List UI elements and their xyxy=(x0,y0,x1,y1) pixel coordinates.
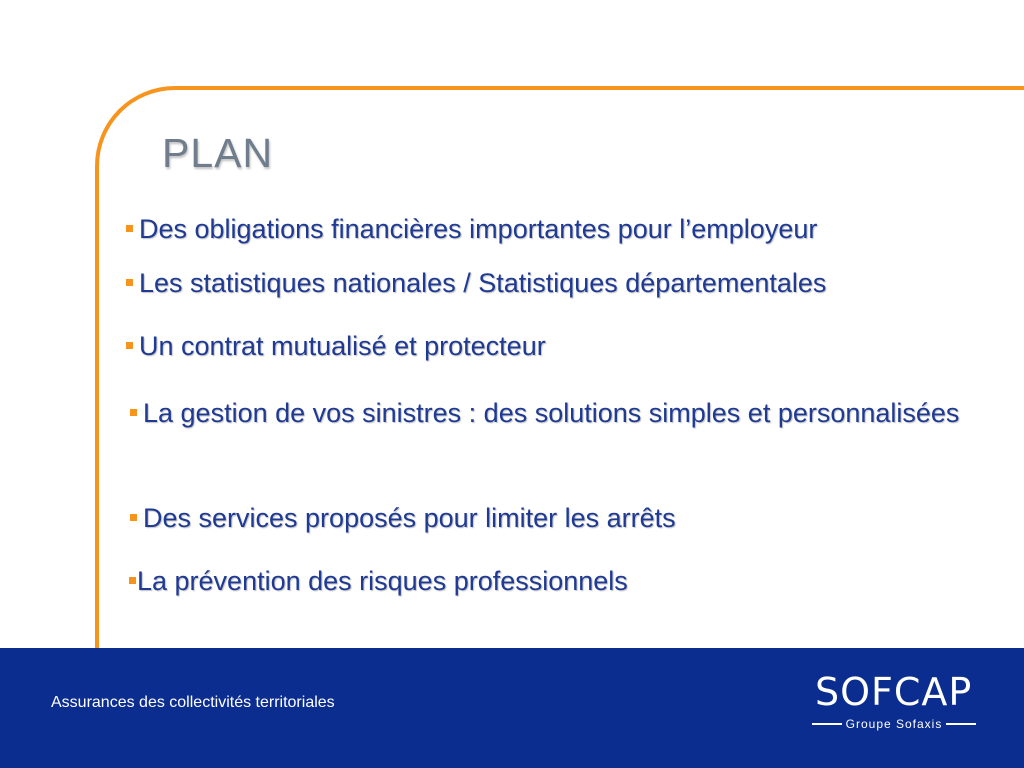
bullet-text: La prévention des risques professionnels xyxy=(137,566,628,596)
logo-subtitle xyxy=(812,717,976,731)
bullet-item xyxy=(130,396,970,431)
square-bullet-icon xyxy=(126,279,133,286)
bullet-item xyxy=(129,564,628,599)
footer-tagline: Assurances des collectivités territoriales xyxy=(51,694,335,711)
logo-divider-line xyxy=(946,723,976,725)
footer-bar xyxy=(0,648,1024,768)
bullet-item xyxy=(130,501,676,536)
bullet-text: Un contrat mutualisé et protecteur xyxy=(139,331,546,361)
square-bullet-icon xyxy=(126,342,133,349)
bullet-text: La gestion de vos sinistres : des solutions simples et personnalisées xyxy=(143,398,960,428)
bullet-item xyxy=(126,266,826,301)
square-bullet-icon xyxy=(126,225,133,232)
logo-wordmark: SOFCAP xyxy=(815,670,973,714)
sofcap-logo xyxy=(812,670,982,740)
square-bullet-icon xyxy=(130,514,137,521)
bullet-text: Des services proposés pour limiter les arrêts xyxy=(143,503,676,533)
logo-subtitle-text: Groupe Sofaxis xyxy=(845,717,943,731)
slide-title: PLAN xyxy=(162,130,274,176)
square-bullet-icon xyxy=(130,409,137,416)
bullet-text: Les statistiques nationales / Statistiques départementales xyxy=(139,268,827,298)
bullet-item xyxy=(126,329,546,364)
square-bullet-icon xyxy=(129,577,136,584)
logo-divider-line xyxy=(812,723,842,725)
bullet-item xyxy=(126,212,817,247)
bullet-text: Des obligations financières importantes pour l’employeur xyxy=(139,214,818,244)
